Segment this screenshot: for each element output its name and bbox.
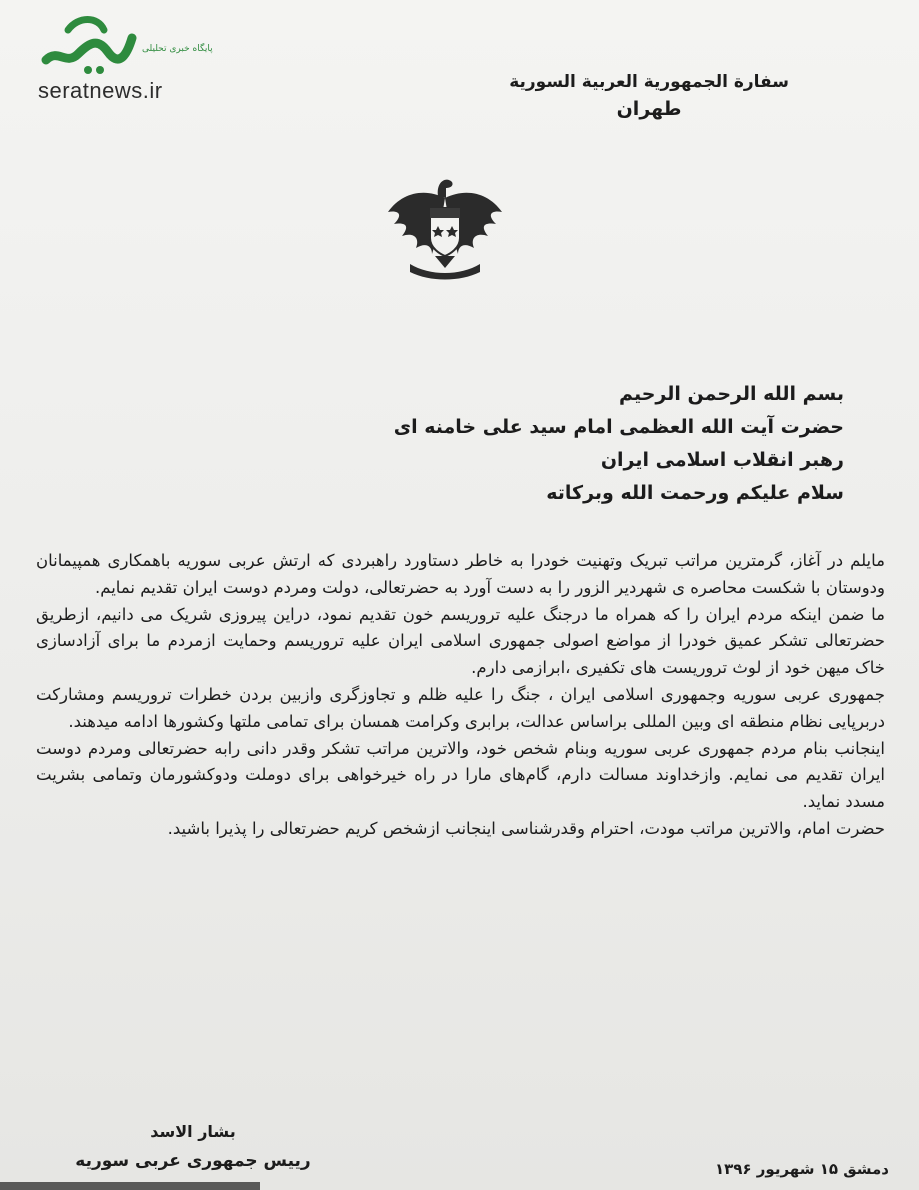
salutation-block <box>284 378 844 510</box>
basmala: بسم الله الرحمن الرحيم <box>619 383 844 405</box>
paragraph: ما ضمن اینکه مردم ایران را که همراه ما درجنگ علیه تروریسم خون تقدیم نمود، دراین پیروزی شریک می دانیم، ازطریق حضرتعالی تشکر عمیق خودرا از مواضع اصولی جمهوری اسلامی ایران علیه تروریسم وحمایت ازمردم ما برای آزادسازی خاک میهن خود از لوث تروریست های تکفیری ،ابرازمی دارم. <box>36 604 885 678</box>
paragraph: جمهوری عربی سوریه وجمهوری اسلامی ایران ، جنگ را علیه ظلم و تجاوزگری وازبین بردن خطرات تروریسم ومشارکت دربرپایی نظام منطقه ای وبین المللی براساس عدالت، برابری وکرامت همسان برای تمامی ملتها وکشورها ادامه میدهند. <box>36 684 885 731</box>
watermark-tagline: پایگاه خبری تحلیلی <box>142 44 213 54</box>
signature-block <box>48 1118 338 1176</box>
embassy-city: طهران <box>616 98 682 120</box>
serat-logo-icon <box>38 8 138 78</box>
bottom-edge-strip <box>0 1182 260 1190</box>
watermark-url: seratnews.ir <box>38 78 163 103</box>
letterhead <box>509 70 789 124</box>
letter-date: دمشق ۱۵ شهریور ۱۳۹۶ <box>714 1160 889 1178</box>
letter-body <box>36 548 885 843</box>
syrian-eagle-emblem-icon <box>380 168 510 283</box>
addressee-title: رهبر انقلاب اسلامی ایران <box>600 449 844 471</box>
addressee: حضرت آیت الله العظمی امام سید علی خامنه ای <box>393 416 844 438</box>
signatory-title: رییس جمهوری عربی سوریه <box>75 1151 311 1171</box>
embassy-name: سفارة الجمهورية العربية السورية <box>509 72 789 92</box>
signatory-name: بشار الاسد <box>150 1122 236 1141</box>
greeting: سلام علیکم ورحمت الله وبرکاته <box>546 482 844 504</box>
paragraph: مایلم در آغاز، گرمترین مراتب تبریک وتهنیت خودرا به خاطر دستاورد راهبردی که ارتش عربی سوریه باهمکاری همپیمانان ودوستان با شکست محاصره ی شهردیر الزور را به دست آورد به حضرتعالی، دولت ومردم دوست ایران تقدیم نمایم. <box>36 551 885 597</box>
watermark <box>30 8 213 103</box>
paragraph: اینجانب بنام مردم جمهوری عربی سوریه وبنام شخص خود، والاترین مراتب تشکر وقدر دانی رابه حضرتعالی ومردم دوست ایران تقدیم می نمایم. وازخداوند مسالت دارم، گام‌های مارا در راه خیرخواهی برای دوملت ودوکشورمان وتمامی بشریت مسدد نماید. <box>36 738 885 812</box>
paragraph: حضرت امام، والاترین مراتب مودت، احترام وقدرشناسی اینجانب ازشخص کریم حضرتعالی را پذیرا باشید. <box>167 818 885 838</box>
